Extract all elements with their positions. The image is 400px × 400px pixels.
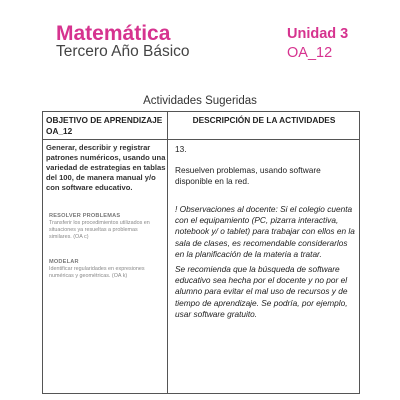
teacher-note: ! Observaciones al docente: Si el colegio cuenta con el equipamiento (PC, pizarra interactiva, notebook y/ o tablet) para trabajar con ellos en la sala de clases, es recomendable considerarlos en la planificación de la materia a tratar. (175, 204, 355, 259)
activities-table (42, 111, 360, 394)
objective-code: OA_12 (287, 45, 333, 61)
objective-text: Generar, describir y registrar patrones numéricos, usando una variedad de estrategias en tablas del 100, de manera manual y/o con software educativo. (46, 143, 166, 192)
activity-number: 13. (175, 144, 187, 154)
objective-column-header: OBJETIVO DE APRENDIZAJE OA_12 (46, 115, 163, 136)
column-divider (167, 112, 168, 393)
recommendation-note: Se recomienda que la búsqueda de software educativo sea hecha por el docente y no por el alumno para evitar el mal uso de recursos y de tiempo de aprendizaje. Se podría, por ejemplo, usar software gratuito. (175, 264, 348, 319)
unit-label: Unidad 3 (287, 26, 349, 42)
skill-description: Transferir los procedimientos utilizados en situaciones ya resueltas a problemas similares. (OA c) (49, 220, 150, 240)
activity-description: Resuelven problemas, usando software disponible en la red. (175, 165, 321, 186)
grade-subtitle: Tercero Año Básico (56, 43, 190, 60)
subject-title: Matemática (56, 22, 171, 45)
header-divider (43, 139, 359, 140)
description-column-header: DESCRIPCIÓN DE LA ACTIVIDADES (192, 115, 336, 125)
skill-heading: RESOLVER PROBLEMAS (49, 213, 121, 219)
skill-description: Identificar regularidades en expresiones numéricas y geométricas. (OA k) (49, 266, 145, 279)
section-title: Actividades Sugeridas (143, 95, 257, 107)
skill-heading: MODELAR (49, 259, 79, 265)
skill-block-resolver (49, 213, 161, 241)
skill-block-modelar (49, 259, 161, 280)
